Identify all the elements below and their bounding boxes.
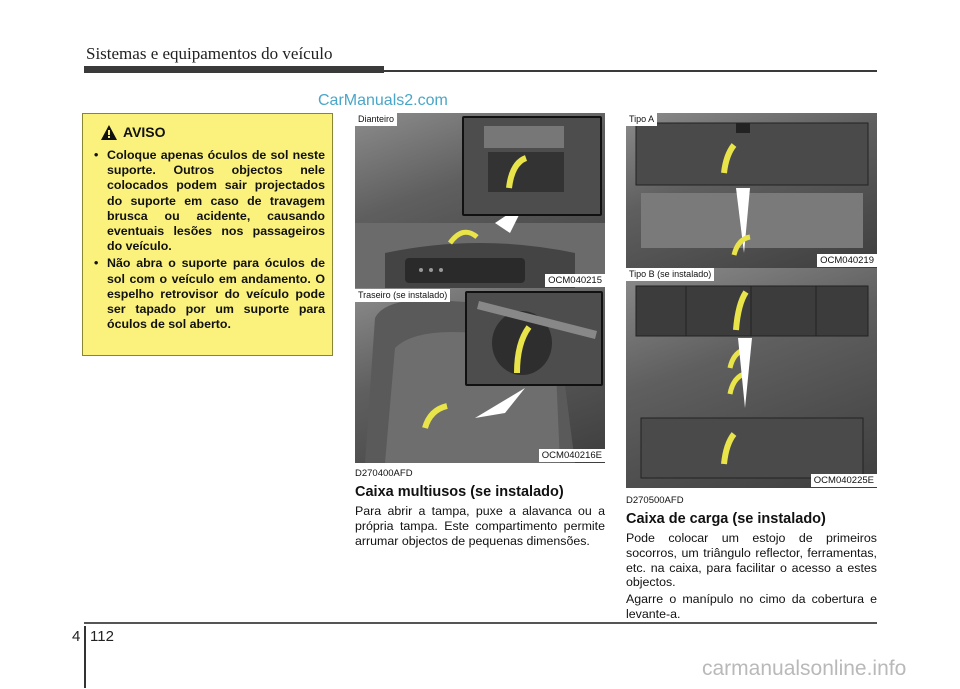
section-code-cargo: D270500AFD xyxy=(626,495,684,506)
figure-type-b-cargo xyxy=(626,268,877,488)
watermark-bottom[interactable]: carmanualsonline.info xyxy=(702,657,907,680)
figure-code-front: OCM040215 xyxy=(545,274,605,287)
footer-divider xyxy=(84,626,86,688)
warning-header xyxy=(101,124,166,140)
figure-code-rear: OCM040216E xyxy=(539,449,605,462)
figure-label-rear: Traseiro (se instalado) xyxy=(355,289,450,302)
figure-code-type-b: OCM040225E xyxy=(811,474,877,487)
type-b-cargo-illustration xyxy=(626,268,877,488)
type-a-cargo-illustration xyxy=(626,113,877,268)
figure-code-type-a: OCM040219 xyxy=(817,254,877,267)
section-body-cargo-2: Agarre o manípulo no cimo da cobertura e levante-a. xyxy=(626,592,877,621)
rear-inset xyxy=(465,291,603,386)
warning-title: AVISO xyxy=(123,124,166,140)
warning-triangle-icon xyxy=(101,125,117,140)
section-body-multibox: Para abrir a tampa, puxe a alavanca ou a própria tampa. Este compartimento permite arrumar objectos de pequenas dimensões. xyxy=(355,504,605,548)
warning-list xyxy=(91,148,325,334)
section-code-multibox: D270400AFD xyxy=(355,468,413,479)
front-inset-illustration xyxy=(464,118,600,214)
figure-front-multibox xyxy=(355,113,605,288)
front-inset xyxy=(462,116,602,216)
page-number: 112 xyxy=(90,628,114,645)
footer-rule xyxy=(84,622,877,624)
chapter-number: 4 xyxy=(72,628,81,645)
watermark-top[interactable]: CarManuals2.com xyxy=(318,92,448,109)
section-title-multibox: Caixa multiusos (se instalado) xyxy=(355,484,564,500)
figure-label-front: Dianteiro xyxy=(355,113,397,126)
figure-type-a-cargo xyxy=(626,113,877,268)
figure-rear-multibox xyxy=(355,288,605,463)
figure-label-type-b: Tipo B (se instalado) xyxy=(626,268,714,281)
rear-inset-illustration xyxy=(467,293,601,384)
section-title-cargo: Caixa de carga (se instalado) xyxy=(626,511,826,527)
warning-item: • Coloque apenas óculos de sol neste suporte. Outros objectos nele colocados podem sair projectados do suporte em caso de travagem brusca ou acidente, causando eventuais lesões nos passageiros do veículo. xyxy=(91,148,325,254)
warning-item: • Não abra o suporte para óculos de sol com o veículo em andamento. O espelho retrovisor do veículo pode ser tapado por um suporte para óculos de sol aberto. xyxy=(91,256,325,332)
warning-box xyxy=(82,113,333,356)
section-body-cargo-1: Pode colocar um estojo de primeiros socorros, um triângulo reflector, ferramentas, etc. na caixa, para facilitar o acesso a estes objectos. xyxy=(626,531,877,590)
figure-label-type-a: Tipo A xyxy=(626,113,657,126)
page-header-title: Sistemas e equipamentos do veículo xyxy=(86,44,333,63)
header-bar xyxy=(84,66,384,73)
